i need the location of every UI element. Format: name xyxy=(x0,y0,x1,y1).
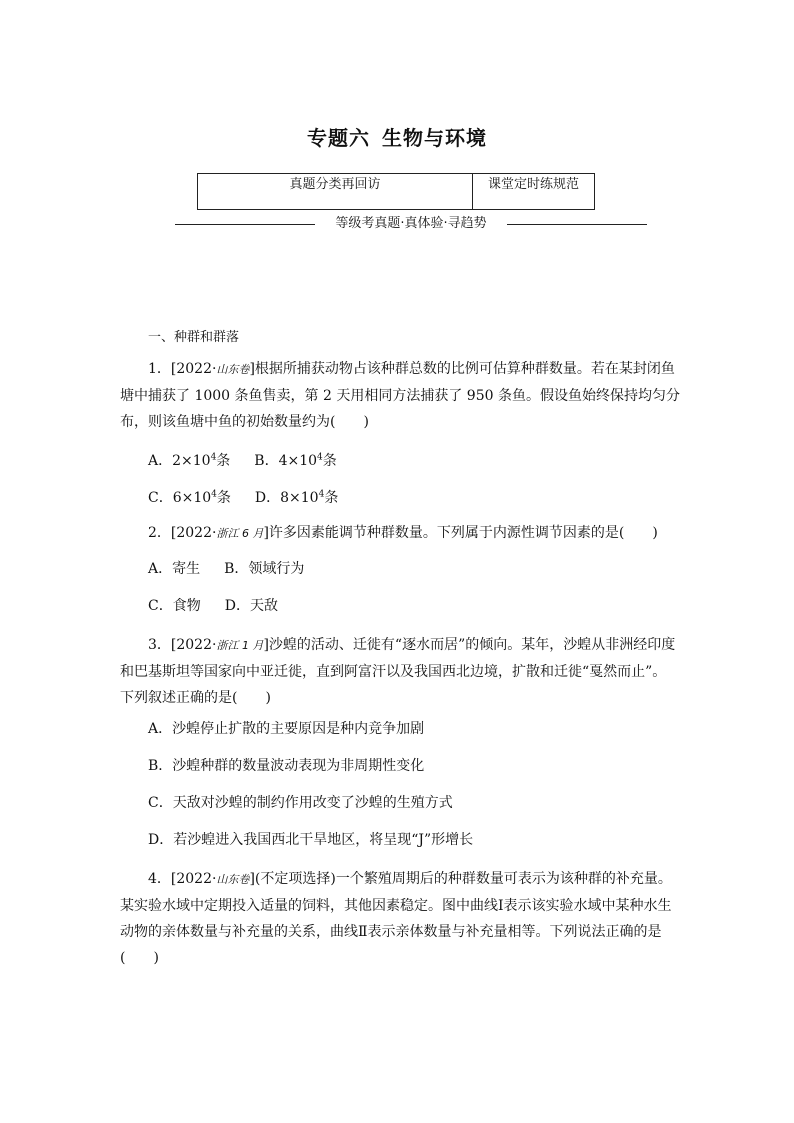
title-main: 专题六 xyxy=(307,126,370,150)
option-a[interactable]: A．$2\times 10^4$条 xyxy=(148,452,231,469)
section-divider xyxy=(175,214,647,234)
question-2-source: 浙江 6 月 xyxy=(216,527,264,540)
question-3 xyxy=(120,632,680,711)
question-2-options-row-2 xyxy=(148,595,278,617)
tab-review[interactable]: 真题分类再回访 xyxy=(198,174,473,209)
option-b[interactable]: B．$4\times 10^4$条 xyxy=(254,452,337,469)
question-1-text: ]根据所捕获动物占该种群总数的比例可估算种群数量。若在某封闭鱼塘中捕获了 1000 条鱼售卖，第 2 天用相同方法捕获了 950 条鱼。假设鱼始终保持均匀分布，则该鱼塘中鱼的初始数量约为( ) xyxy=(120,361,680,430)
divider-line-right xyxy=(507,224,647,225)
divider-line-left xyxy=(175,224,315,225)
question-4-source: 山东卷 xyxy=(216,873,250,886)
option-d[interactable]: D．$8\times 10^4$条 xyxy=(254,489,339,506)
question-4-text: ](不定项选择)一个繁殖周期后的种群数量可表示为该种群的补充量。某实验水域中定期投入适量的饲料，其他因素稳定。图中曲线Ⅰ表示该实验水域中某种水生动物的亲体数量与补充量的关系，曲线Ⅱ表示亲体数量与补充量相等。下列说法正确的是( ) xyxy=(120,871,672,966)
question-1 xyxy=(120,356,680,435)
question-3-source: 浙江 1 月 xyxy=(216,639,264,652)
question-1-options-row-2 xyxy=(148,483,338,509)
question-1-source: 山东卷 xyxy=(216,363,250,376)
question-2-text: ]许多因素能调节种群数量。下列属于内源性调节因素的是( ) xyxy=(263,525,658,541)
option-b[interactable]: B．沙蝗种群的数量波动表现为非周期性变化 xyxy=(148,758,425,774)
question-2 xyxy=(120,520,680,547)
question-4-prefix: 4．[2022· xyxy=(148,871,217,887)
question-2-options-row-1 xyxy=(148,558,304,580)
question-3-text: ]沙蝗的活动、迁徙有“逐水而居”的倾向。某年，沙蝗从非洲经印度和巴基斯坦等国家向中亚迁徙，直到阿富汗以及我国西北边境，扩散和迁徙“戛然而止”。下列叙述正确的是( ) xyxy=(120,637,676,706)
option-d[interactable]: D．天敌 xyxy=(224,598,278,614)
question-3-prefix: 3．[2022· xyxy=(148,637,217,653)
section-heading: 一、种群和群落 xyxy=(148,330,240,345)
option-a[interactable]: A．寄生 xyxy=(148,561,201,577)
option-a[interactable]: A．沙蝗停止扩散的主要原因是种内竞争加剧 xyxy=(148,721,425,737)
option-c[interactable]: C．天敌对沙蝗的制约作用改变了沙蝗的生殖方式 xyxy=(148,795,453,811)
divider-text: 等级考真题·真体验·寻趋势 xyxy=(335,216,487,231)
question-1-prefix: 1．[2022· xyxy=(148,361,217,377)
question-1-options-row-1 xyxy=(148,446,337,472)
option-c[interactable]: C．食物 xyxy=(148,598,201,614)
question-2-prefix: 2．[2022· xyxy=(148,525,217,541)
option-c[interactable]: C．$6\times 10^4$条 xyxy=(148,489,231,506)
question-4 xyxy=(120,866,680,971)
tab-practice[interactable]: 课堂定时练规范 xyxy=(487,177,579,192)
section-tab-bar xyxy=(197,173,595,210)
page-title xyxy=(0,122,794,151)
option-d[interactable]: D．若沙蝗进入我国西北干旱地区，将呈现“J”形增长 xyxy=(148,832,474,848)
title-sub: 生物与环境 xyxy=(382,126,487,150)
option-b[interactable]: B．领域行为 xyxy=(224,561,305,577)
